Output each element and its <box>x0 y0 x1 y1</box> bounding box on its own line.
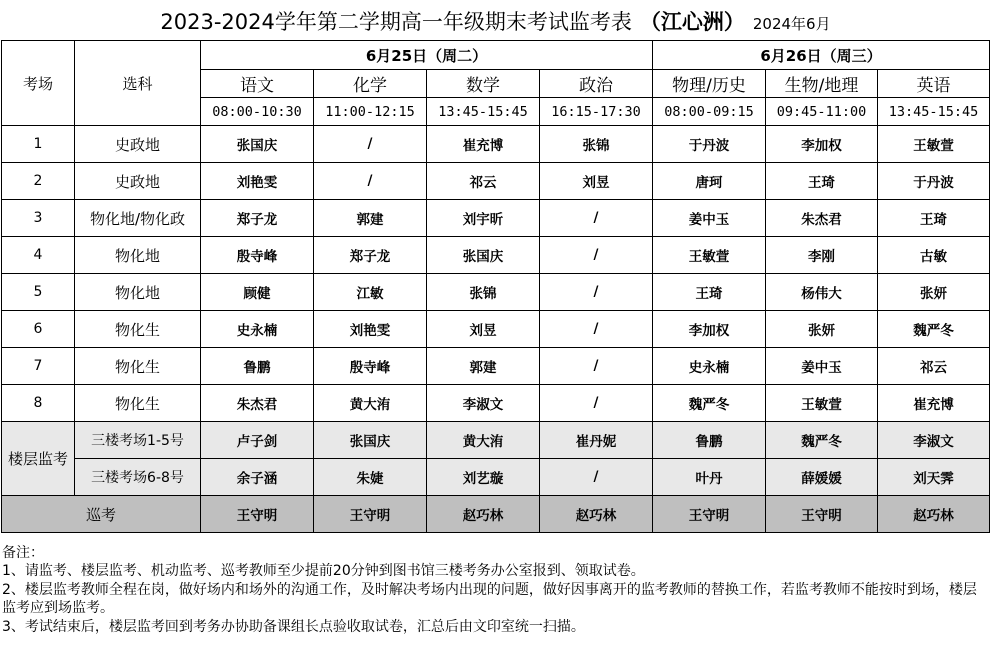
floor-invigilator-cell: 鲁鹏 <box>653 422 766 459</box>
invigilator-cell: 张妍 <box>766 311 878 348</box>
day2-header: 6月26日（周三） <box>653 41 990 70</box>
invigilator-cell: 朱杰君 <box>766 200 878 237</box>
subject-header: 政治 <box>540 70 653 98</box>
floor-invigilator-cell: / <box>540 459 653 496</box>
floor-invigilator-cell: 薛媛媛 <box>766 459 878 496</box>
invigilator-cell: 李加权 <box>653 311 766 348</box>
invigilator-cell: 史永楠 <box>653 348 766 385</box>
floor-invigilator-cell: 刘天霁 <box>878 459 990 496</box>
invigilator-cell: 殷寺峰 <box>201 237 314 274</box>
day-header-row <box>2 41 990 70</box>
invigilation-table <box>1 40 990 533</box>
invigilator-cell: 王敏萱 <box>653 237 766 274</box>
invigilator-cell: / <box>540 237 653 274</box>
track-cell: 物化地 <box>75 274 201 311</box>
invigilator-cell: 祁云 <box>878 348 990 385</box>
time-header: 08:00-09:15 <box>653 98 766 126</box>
floor-invigilator-cell: 崔丹妮 <box>540 422 653 459</box>
invigilator-cell: / <box>540 274 653 311</box>
subject-header: 语文 <box>201 70 314 98</box>
invigilator-cell: 郑子龙 <box>201 200 314 237</box>
invigilator-cell: 张妍 <box>878 274 990 311</box>
time-header: 11:00-12:15 <box>314 98 427 126</box>
track-cell: 物化地/物化政 <box>75 200 201 237</box>
invigilator-cell: 张国庆 <box>427 237 540 274</box>
table-row <box>2 311 990 348</box>
time-header: 08:00-10:30 <box>201 98 314 126</box>
invigilator-cell: 于丹波 <box>653 126 766 163</box>
day1-header: 6月25日（周二） <box>201 41 653 70</box>
floor-room-cell: 三楼考场6-8号 <box>75 459 201 496</box>
track-cell: 物化生 <box>75 385 201 422</box>
invigilator-cell: 杨伟大 <box>766 274 878 311</box>
room-number: 4 <box>2 237 75 274</box>
subject-header: 生物/地理 <box>766 70 878 98</box>
patrol-cell: 赵巧林 <box>540 496 653 533</box>
floor-invigilator-cell: 李淑文 <box>878 422 990 459</box>
table-row <box>2 348 990 385</box>
invigilator-cell: 刘宇昕 <box>427 200 540 237</box>
track-cell: 物化生 <box>75 348 201 385</box>
invigilator-cell: 王琦 <box>766 163 878 200</box>
room-number: 6 <box>2 311 75 348</box>
invigilator-cell: / <box>314 126 427 163</box>
invigilator-cell: 黄大洧 <box>314 385 427 422</box>
table-row <box>2 200 990 237</box>
invigilator-cell: 李加权 <box>766 126 878 163</box>
patrol-cell: 王守明 <box>653 496 766 533</box>
time-header: 09:45-11:00 <box>766 98 878 126</box>
invigilator-cell: 殷寺峰 <box>314 348 427 385</box>
room-number: 2 <box>2 163 75 200</box>
floor-invigilator-cell: 朱婕 <box>314 459 427 496</box>
invigilator-cell: 姜中玉 <box>653 200 766 237</box>
patrol-row <box>2 496 990 533</box>
floor-invigilator-cell: 张国庆 <box>314 422 427 459</box>
patrol-cell: 王守明 <box>201 496 314 533</box>
floor-row <box>2 422 990 459</box>
invigilator-cell: 刘艳雯 <box>314 311 427 348</box>
subject-header: 英语 <box>878 70 990 98</box>
track-cell: 物化生 <box>75 311 201 348</box>
table-row <box>2 385 990 422</box>
note-item: 1、请监考、楼层监考、机动监考、巡考教师至少提前20分钟到图书馆三楼考务办公室报到、领取试卷。 <box>2 563 645 580</box>
invigilator-cell: / <box>540 385 653 422</box>
table-row <box>2 126 990 163</box>
invigilator-cell: 刘艳雯 <box>201 163 314 200</box>
subject-header: 物理/历史 <box>653 70 766 98</box>
room-number: 3 <box>2 200 75 237</box>
title-main: 2023-2024学年第二学期高一年级期末考试监考表 <box>160 10 632 34</box>
invigilator-cell: 顾健 <box>201 274 314 311</box>
invigilator-cell: 张锦 <box>540 126 653 163</box>
track-cell: 史政地 <box>75 163 201 200</box>
table-body <box>2 41 990 533</box>
invigilator-cell: 祁云 <box>427 163 540 200</box>
invigilator-cell: 魏严冬 <box>653 385 766 422</box>
invigilator-cell: 王敏萱 <box>766 385 878 422</box>
invigilator-cell: 古敏 <box>878 237 990 274</box>
patrol-cell: 王守明 <box>314 496 427 533</box>
patrol-label: 巡考 <box>2 496 201 533</box>
table-row <box>2 237 990 274</box>
floor-invigilator-cell: 余子涵 <box>201 459 314 496</box>
invigilator-cell: 王敏萱 <box>878 126 990 163</box>
invigilator-cell: / <box>314 163 427 200</box>
invigilator-cell: / <box>540 200 653 237</box>
invigilator-cell: 张锦 <box>427 274 540 311</box>
table-row <box>2 274 990 311</box>
room-number: 7 <box>2 348 75 385</box>
invigilator-cell: 王琦 <box>878 200 990 237</box>
patrol-cell: 王守明 <box>766 496 878 533</box>
invigilator-cell: 王琦 <box>653 274 766 311</box>
room-number: 1 <box>2 126 75 163</box>
floor-invigilator-cell: 卢子剑 <box>201 422 314 459</box>
room-number: 5 <box>2 274 75 311</box>
page-title <box>0 6 991 38</box>
floor-invigilator-cell: 黄大洧 <box>427 422 540 459</box>
room-header: 考场 <box>2 41 75 126</box>
invigilator-cell: 史永楠 <box>201 311 314 348</box>
floor-row <box>2 459 990 496</box>
invigilator-cell: 江敏 <box>314 274 427 311</box>
room-number: 8 <box>2 385 75 422</box>
floor-invigilator-cell: 叶丹 <box>653 459 766 496</box>
invigilator-cell: 李淑文 <box>427 385 540 422</box>
invigilator-cell: 郭建 <box>314 200 427 237</box>
invigilator-cell: 郭建 <box>427 348 540 385</box>
note-item: 2、楼层监考教师全程在岗，做好场内和场外的沟通工作，及时解决考场内出现的问题，做好因事离开的监考教师的替换工作，若监考教师不能按时到场，楼层监考应到场监考。 <box>2 581 977 617</box>
invigilator-cell: 姜中玉 <box>766 348 878 385</box>
notes-heading: 备注： <box>2 545 44 561</box>
invigilator-cell: 崔充博 <box>878 385 990 422</box>
notes <box>2 544 988 636</box>
patrol-cell: 赵巧林 <box>878 496 990 533</box>
floor-room-cell: 三楼考场1-5号 <box>75 422 201 459</box>
track-cell: 史政地 <box>75 126 201 163</box>
invigilator-cell: 唐珂 <box>653 163 766 200</box>
title-campus: （江心洲） <box>639 10 745 34</box>
floor-invigilator-cell: 魏严冬 <box>766 422 878 459</box>
invigilator-cell: 李刚 <box>766 237 878 274</box>
floor-invigilator-cell: 刘艺璇 <box>427 459 540 496</box>
track-header: 选科 <box>75 41 201 126</box>
time-header: 16:15-17:30 <box>540 98 653 126</box>
invigilator-cell: 魏严冬 <box>878 311 990 348</box>
table-row <box>2 163 990 200</box>
invigilator-cell: 刘昱 <box>540 163 653 200</box>
title-date: 2024年6月 <box>752 15 831 33</box>
invigilator-cell: 崔充博 <box>427 126 540 163</box>
subject-header: 化学 <box>314 70 427 98</box>
patrol-cell: 赵巧林 <box>427 496 540 533</box>
invigilator-cell: / <box>540 311 653 348</box>
subject-header: 数学 <box>427 70 540 98</box>
invigilator-cell: 刘昱 <box>427 311 540 348</box>
time-header: 13:45-15:45 <box>878 98 990 126</box>
floor-label: 楼层监考 <box>2 422 75 496</box>
invigilator-cell: 张国庆 <box>201 126 314 163</box>
invigilator-cell: 于丹波 <box>878 163 990 200</box>
note-item: 3、考试结束后，楼层监考回到考务办协助备课组长点验收取试卷，汇总后由文印室统一扫描。 <box>2 618 585 635</box>
time-header: 13:45-15:45 <box>427 98 540 126</box>
invigilator-cell: 朱杰君 <box>201 385 314 422</box>
track-cell: 物化地 <box>75 237 201 274</box>
invigilator-cell: 郑子龙 <box>314 237 427 274</box>
invigilator-cell: / <box>540 348 653 385</box>
invigilator-cell: 鲁鹏 <box>201 348 314 385</box>
